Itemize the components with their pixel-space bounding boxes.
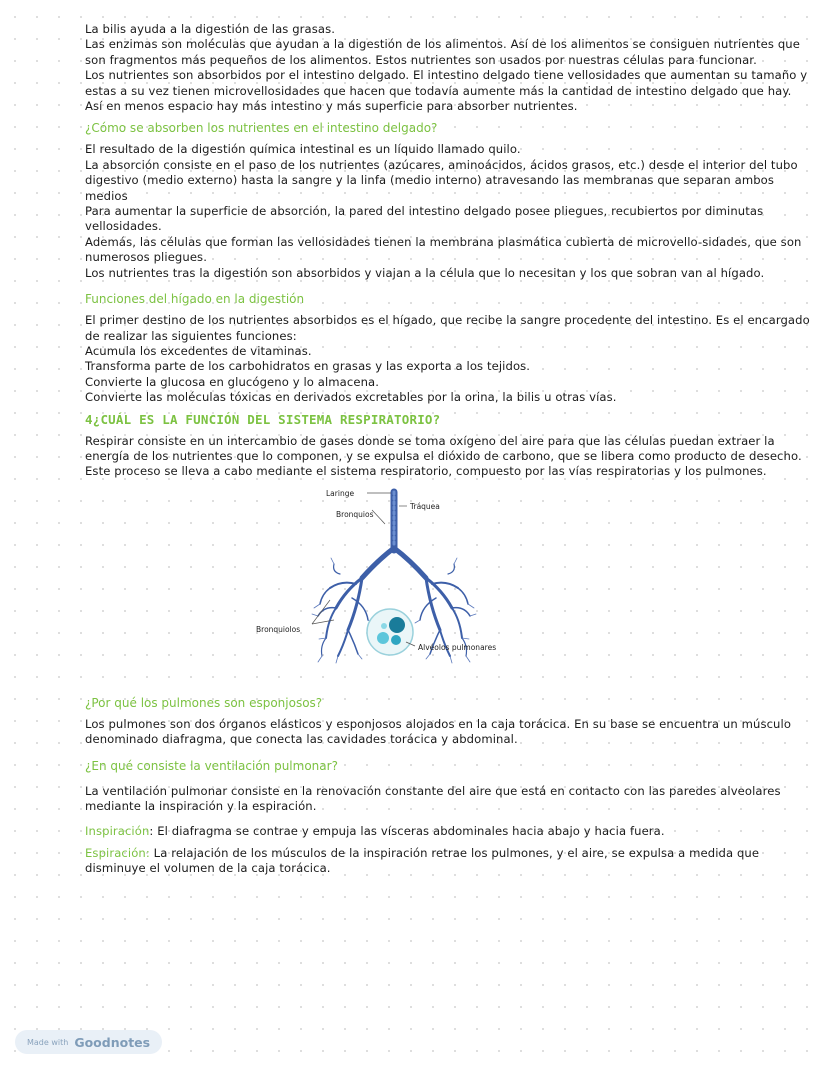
paragraph: Los pulmones son dos órganos elásticos y esponjosos alojados en la caja torácica. En su base se encuentra un músculo denominado diafragma, que conecta las cavidades torácica y abdominal. — [85, 716, 792, 747]
note-page — [85, 22, 810, 877]
paragraph: Los nutrientes son absorbidos por el intestino delgado. El intestino delgado tiene vellosidades que aumentan su tamaño y estas a su vez tienen microvellosidades que hacen que todavía aumente más la cantidad de intestino delgado que hay. Así en menos espacio hay más intestino y más superficie para absorber nutrientes. — [85, 68, 808, 114]
lungs-illustration — [250, 480, 540, 690]
goodnotes-badge[interactable] — [15, 1030, 162, 1054]
section-heading: Funciones del hígado en la digestión — [85, 292, 305, 307]
label-laringe: Laringe — [326, 488, 355, 498]
term-text: La relajación de los músculos de la inspiración retrae los pulmones, y el aire, se expulsa a medida que disminuye el volumen de la caja torácica. — [85, 845, 760, 876]
term-label: Espiración: — [85, 845, 150, 860]
label-alveolos: Alvéolos pulmonares — [418, 642, 497, 652]
chapter-heading: 4¿CUÁL ES LA FUNCIÓN DEL SISTEMA RESPIRATORIO? — [85, 411, 441, 427]
respiratory-system-figure — [0, 480, 828, 695]
paragraph: Este proceso se lleva a cabo mediante el sistema respiratorio, compuesto por las vías respiratorias y los pulmones. — [85, 464, 767, 479]
paragraph: El primer destino de los nutrientes absorbidos es el hígado, que recibe la sangre procedente del intestino. Es el encargado de realizar las siguientes funciones: — [85, 313, 810, 343]
term-text: : El diafragma se contrae y empuja las vísceras abdominales hacia abajo y hacia fuera. — [149, 824, 665, 839]
section-heading: ¿Por qué los pulmones son esponjosos? — [85, 695, 323, 710]
paragraph: La absorción consiste en el paso de los nutrientes (azúcares, aminoácidos, ácidos grasos, etc.) desde el interior del tubo digestivo (medio externo) hasta la sangre y la linfa (medio interno) atravesando las membranas que separan ambos medios — [85, 157, 798, 203]
paragraph: La bilis ayuda a la digestión de las grasas. — [85, 22, 335, 36]
section-heading: ¿En qué consiste la ventilación pulmonar? — [85, 758, 338, 773]
label-bronquios: Bronquios — [336, 509, 374, 519]
paragraph: Además, las células que forman las vellosidades tienen la membrana plasmática cubierta de microvello-sidades, que son numerosos pliegues. — [85, 234, 802, 265]
badge-made-with: Made with — [27, 1037, 69, 1047]
list-item: Convierte las moléculas tóxicas en derivados excretables por la orina, la bilis u otras vías. — [85, 390, 617, 405]
paragraph: Las enzimas son moléculas que ayudan a la digestión de los alimentos. Así de los alimentos se consiguen nutrientes que son fragmentos más pequeños de los alimentos. Estos nutrientes son usados por nuestras células para funcionar. — [85, 37, 800, 67]
paragraph: Para aumentar la superficie de absorción, la pared del intestino delgado posee pliegues, recubiertos por diminutas vellosidades. — [85, 204, 764, 234]
paragraph: Respirar consiste en un intercambio de gases donde se toma oxígeno del aire para que las células puedan extraer la energía de los nutrientes que lo componen, y se expulsa el dióxido de carbono, que se libera como producto de desecho. — [85, 433, 802, 463]
paragraph: Los nutrientes tras la digestión son absorbidos y viajan a la célula que lo necesitan y los que sobran van al hígado. — [85, 265, 765, 280]
badge-brand: Goodnotes — [74, 1034, 151, 1050]
label-bronquiolos: Bronquiolos — [256, 624, 301, 634]
paragraph: El resultado de la digestión química intestinal es un líquido llamado quilo. — [85, 142, 521, 157]
list-item: Acumula los excedentes de vitaminas. — [85, 343, 312, 358]
list-item: Transforma parte de los carbohidratos en grasas y las exporta a los tejidos. — [85, 359, 531, 374]
paragraph-espiracion — [85, 846, 810, 877]
list-item: Convierte la glucosa en glucógeno y lo almacena. — [85, 374, 380, 389]
paragraph-inspiracion — [85, 824, 810, 839]
paragraph: La ventilación pulmonar consiste en la renovación constante del aire que está en contacto con las paredes alveolares mediante la inspiración y la espiración. — [85, 783, 781, 813]
term-label: Inspiración — [85, 824, 150, 839]
label-traquea: Tráquea — [410, 501, 440, 511]
section-heading: ¿Cómo se absorben los nutrientes en el intestino delgado? — [85, 121, 438, 136]
